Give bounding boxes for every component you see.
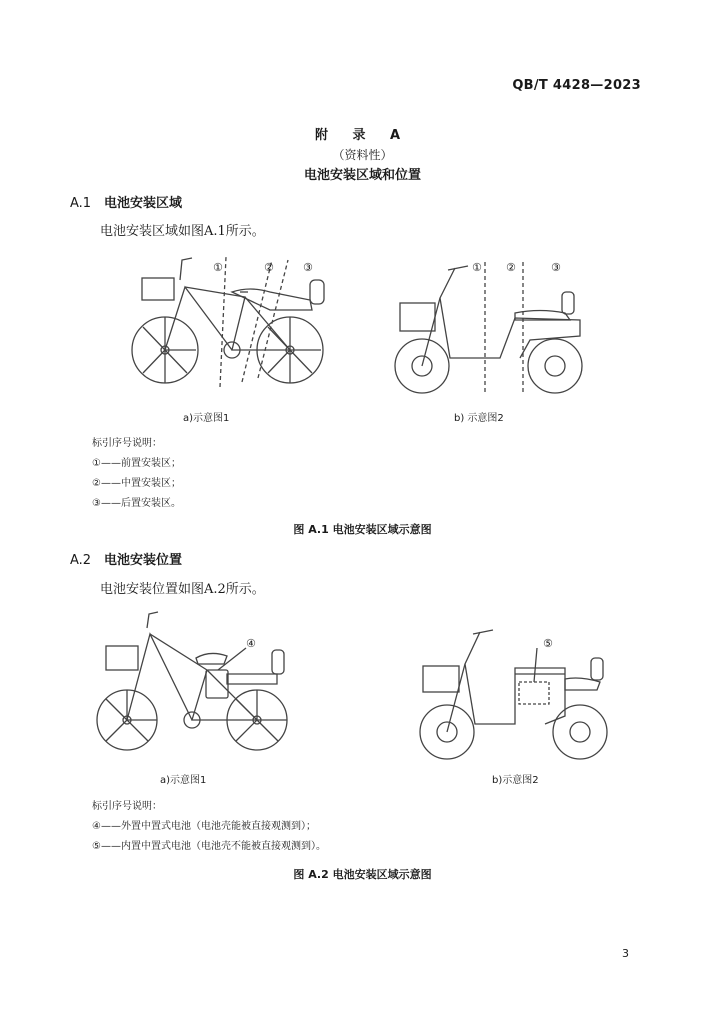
figure-a2-legend <box>92 797 326 857</box>
zone-marker-3-b: ③ <box>551 261 561 274</box>
section-a1-number: A.1 <box>70 196 92 211</box>
figure-a2-caption-a: a)示意图1 <box>160 775 207 786</box>
zone-marker-3-a: ③ <box>303 261 313 274</box>
section-a1-text: 电池安装区域如图A.1所示。 <box>100 224 265 239</box>
figure-a1-caption-a: a)示意图1 <box>183 413 230 424</box>
scooter-diagram-a2 <box>415 624 615 764</box>
figure-a1-caption-b: b) 示意图2 <box>454 413 504 424</box>
section-a2-title: 电池安装位置 <box>104 553 183 568</box>
legend-item: ⑤——内置中置式电池（电池壳不能被直接观测到）。 <box>92 841 326 852</box>
section-a2-number: A.2 <box>70 553 92 568</box>
zone-marker-1-b: ① <box>472 261 482 274</box>
page-number: 3 <box>622 947 629 960</box>
marker-external-battery: ④ <box>246 637 256 650</box>
legend-item: ②——中置安装区； <box>92 478 181 489</box>
figure-a2-caption-b: b)示意图2 <box>492 775 539 786</box>
legend-item: ③——后置安装区。 <box>92 498 181 509</box>
standard-code: QB/T 4428—2023 <box>512 78 641 93</box>
legend-title: 标引序号说明： <box>92 438 162 449</box>
legend-item: ④——外置中置式电池（电池壳能被直接观测到）； <box>92 821 316 832</box>
figure-a1-title: 图 A.1 电池安装区域示意图 <box>293 523 432 536</box>
appendix-title: 附 录 A <box>314 128 411 143</box>
legend-item: ①——前置安装区； <box>92 458 181 469</box>
zone-marker-2-a: ② <box>264 261 274 274</box>
figure-a1-legend <box>92 434 181 514</box>
appendix-subtitle: 电池安装区域和位置 <box>303 168 421 183</box>
legend-title: 标引序号说明： <box>92 801 162 812</box>
scooter-diagram-a1 <box>390 258 590 398</box>
appendix-note: （资料性） <box>332 148 393 162</box>
figure-a2-title: 图 A.2 电池安装区域示意图 <box>293 868 432 881</box>
bicycle-diagram-a2 <box>92 612 302 757</box>
section-a1-title: 电池安装区域 <box>104 196 183 211</box>
section-a1-heading <box>70 192 182 211</box>
zone-marker-2-b: ② <box>506 261 516 274</box>
section-a2-text: 电池安装位置如图A.2所示。 <box>100 582 265 597</box>
section-a2-heading <box>70 549 182 568</box>
marker-internal-battery: ⑤ <box>543 637 553 650</box>
zone-marker-1-a: ① <box>213 261 223 274</box>
